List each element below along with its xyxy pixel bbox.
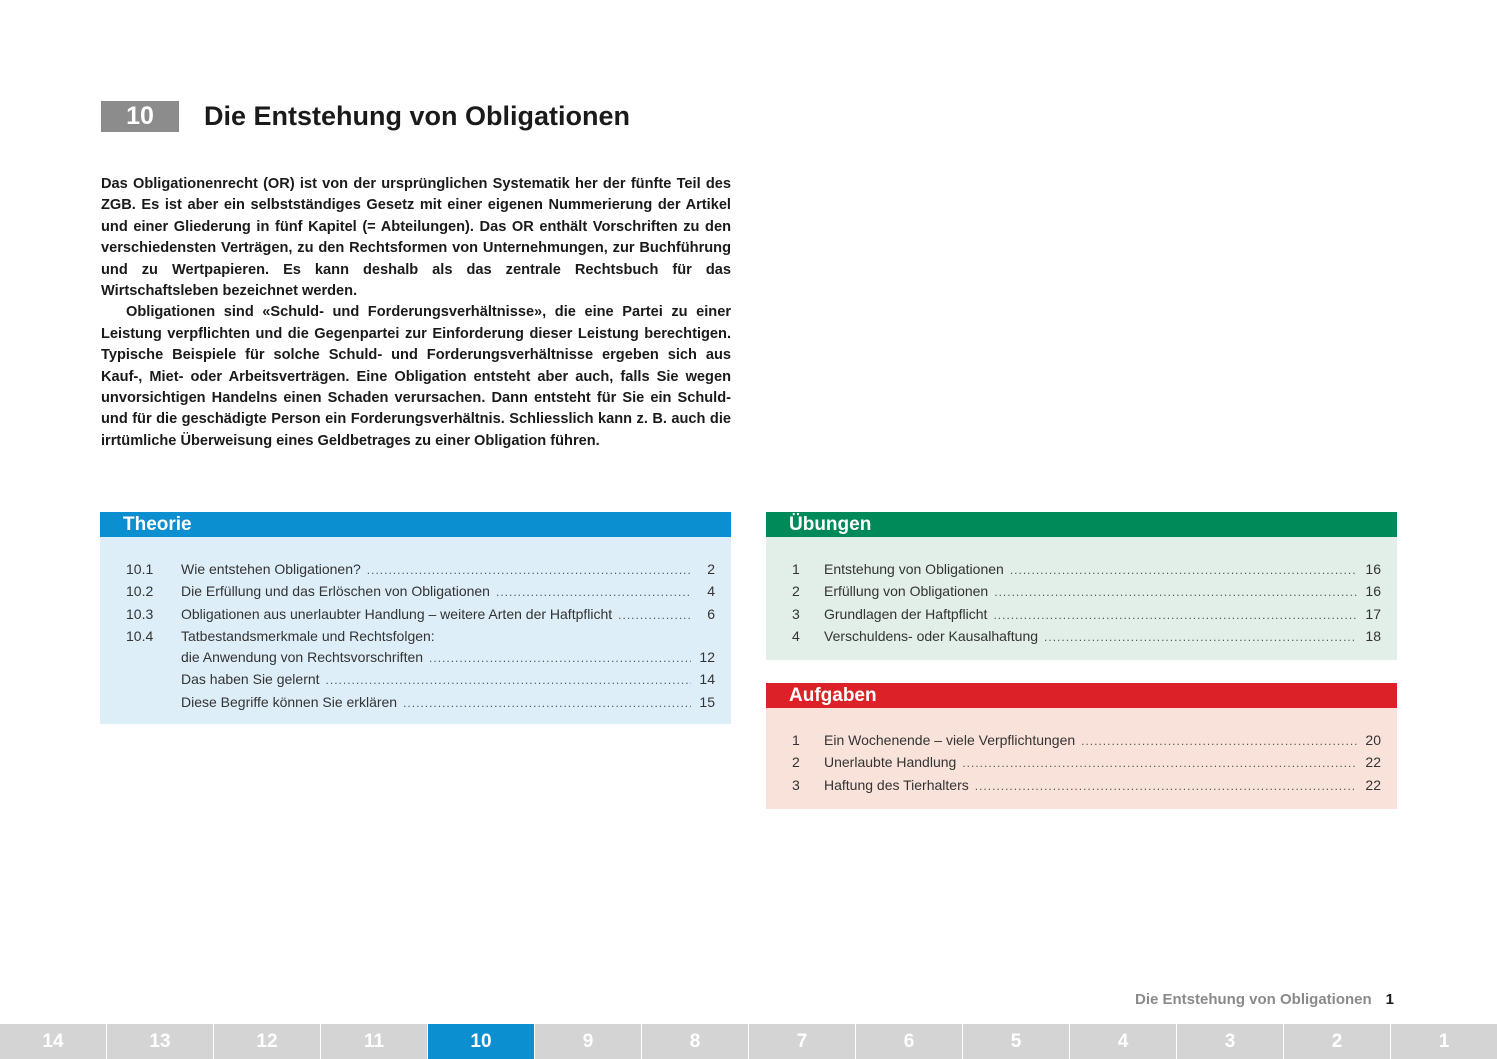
chapter-tab-8[interactable]: 8 [642,1024,749,1059]
toc-number: 2 [792,583,800,600]
toc-row[interactable] [126,626,715,647]
toc-row[interactable] [126,581,715,603]
chapter-tab-1[interactable]: 1 [1438,1031,1450,1052]
intro-paragraph-1: Das Obligationenrecht (OR) ist von der ursprünglichen Systematik her der fünfte Teil des ZGB. Es ist aber ein selbstständiges Gesetz mit einer eigenen Nummerierung der Artikel und einer Gliederung in fünf Kapitel (= Abteilungen). Das OR enthält Vorschriften zu den verschiedensten Verträgen, zu den Rechtsformen von Unternehmungen, zur Buchführung und zu Wertpapieren. Es kann deshalb als das zentrale Rechtsbuch für das Wirtschaftsleben bezeichnet werden. [101,176,731,300]
toc-leader-dots [367,560,691,581]
toc-label: Die Erfüllung und das Erlöschen von Obligationen [181,583,490,600]
uebungen-box [766,512,1397,660]
toc-page-number: 16 [1365,561,1381,577]
toc-page-number: 17 [1365,605,1381,622]
toc-entry [181,669,691,691]
toc-leader-dots [1081,731,1357,752]
toc-row[interactable] [792,775,1381,797]
toc-label: Haftung des Tierhalters [824,776,969,793]
toc-number: 10.1 [126,561,154,577]
toc-entry [181,581,691,603]
toc-page-number: 2 [707,561,715,577]
toc-row[interactable] [792,730,1381,752]
intro-text [101,174,731,452]
chapter-tab-10[interactable]: 10 [428,1024,535,1059]
chapter-tab-14[interactable]: 14 [0,1024,107,1059]
toc-entry [181,626,691,647]
toc-number: 3 [792,605,800,622]
toc-leader-dots [326,670,691,691]
toc-page-number: 18 [1365,627,1381,644]
toc-row[interactable] [126,559,715,581]
chapter-tab-7[interactable]: 7 [749,1024,856,1059]
toc-number: 1 [792,732,800,748]
toc-number: 4 [792,627,800,644]
toc-number: 10.4 [126,627,154,644]
toc-label: Verschuldens- oder Kausalhaftung [824,627,1039,644]
toc-label: Erfüllung von Obligationen [824,583,989,600]
toc-row[interactable] [126,604,715,626]
toc-entry [824,581,1357,603]
toc-page-number: 12 [699,649,715,666]
toc-leader-dots [1044,627,1357,648]
chapter-tab-5[interactable]: 5 [963,1024,1070,1059]
aufgaben-toc [766,708,1397,809]
toc-entry [824,752,1357,774]
chapter-tab-11[interactable]: 11 [321,1024,428,1059]
theorie-box [100,512,731,724]
toc-label: Das haben Sie gelernt [181,671,320,688]
chapter-tab-12[interactable]: 12 [214,1024,321,1059]
toc-page-number: 6 [707,605,715,622]
toc-leader-dots [496,582,691,603]
toc-page-number: 14 [699,671,715,688]
toc-row[interactable] [792,604,1381,626]
toc-number: 1 [792,561,800,577]
toc-row[interactable] [792,559,1381,581]
toc-entry [824,775,1357,797]
intro-paragraph-2: Obligationen sind «Schuld- und Forderungsverhältnisse», die eine Partei zu einer Leistung verpflichten und die Gegenpartei zur Einforderung dieser Leistung berechtigen. Typische Beispiele für solche Schuld- und Forderungsverhältnisse ergeben sich aus Kauf-, Miet- oder Arbeitsverträgen. Eine Obligation entsteht aber auch, falls Sie wegen unvorsichtigen Handelns einen Schaden verursachen. Dann entsteht für Sie ein Schuld- und für die geschädigte Person ein Forderungsverhältnis. Schliesslich kann z. B. auch die irrtümliche Überweisung eines Geldbetrages zu einer Obligation führen. [101,304,731,449]
toc-page-number: 22 [1365,754,1381,771]
toc-label: Diese Begriffe können Sie erklären [181,693,398,710]
toc-leader-dots [975,776,1357,797]
toc-row[interactable] [126,692,715,714]
running-footer [1135,990,1394,1010]
toc-entry [181,647,691,669]
toc-number: 10.2 [126,583,154,600]
chapter-number: 10 [101,101,179,132]
uebungen-heading: Übungen [766,512,1397,537]
toc-number: 3 [792,776,800,793]
toc-label: Wie entstehen Obligationen? [181,561,361,577]
chapter-tab-13[interactable]: 13 [107,1024,214,1059]
toc-row[interactable] [126,647,715,669]
toc-label: Entstehung von Obligationen [824,561,1004,577]
chapter-tab-3[interactable]: 3 [1177,1024,1284,1059]
theorie-toc [100,537,731,724]
uebungen-toc [766,537,1397,660]
toc-label: Ein Wochenende – viele Verpflichtungen [824,732,1076,748]
toc-row[interactable] [126,669,715,691]
toc-leader-dots [994,582,1357,603]
toc-entry [181,692,691,714]
toc-label: Grundlagen der Haftpflicht [824,605,988,622]
toc-page-number: 16 [1365,583,1381,600]
toc-entry [181,604,691,626]
aufgaben-box [766,683,1397,809]
toc-entry [824,730,1357,752]
toc-leader-dots [403,693,691,714]
toc-page-number: 4 [707,583,715,600]
toc-entry [824,626,1357,648]
chapter-tab-9[interactable]: 9 [535,1024,642,1059]
theorie-heading: Theorie [100,512,731,537]
toc-row[interactable] [792,752,1381,774]
toc-page-number: 20 [1365,732,1381,748]
footer-chapter-title: Die Entstehung von Obligationen [1134,991,1372,1008]
toc-leader-dots [429,648,691,669]
toc-page-number: 22 [1365,776,1381,793]
chapter-title: Die Entstehung von Obligationen [204,101,631,131]
toc-entry [181,559,691,581]
toc-label: Obligationen aus unerlaubter Handlung – weitere Arten der Haftpflicht [181,605,613,622]
toc-label: Unerlaubte Handlung [824,754,957,771]
aufgaben-heading: Aufgaben [766,683,1397,708]
toc-label: die Anwendung von Rechtsvorschriften [181,649,424,666]
chapter-tab-bar [0,1024,1497,1059]
toc-number: 2 [792,754,800,771]
toc-page-number: 15 [699,693,715,710]
toc-label: Tatbestandsmerkmale und Rechtsfolgen: [181,627,435,644]
page-number: 1 [1385,991,1394,1008]
toc-number: 10.3 [126,605,154,622]
toc-row[interactable] [792,626,1381,648]
toc-row[interactable] [792,581,1381,603]
toc-leader-dots [993,605,1357,626]
chapter-tab-2[interactable]: 2 [1284,1024,1391,1059]
toc-leader-dots [962,753,1357,774]
toc-entry [824,604,1357,626]
chapter-tab-6[interactable]: 6 [856,1024,963,1059]
toc-leader-dots [618,605,691,626]
chapter-tab-4[interactable]: 4 [1070,1024,1177,1059]
toc-leader-dots [1010,560,1357,581]
toc-entry [824,559,1357,581]
